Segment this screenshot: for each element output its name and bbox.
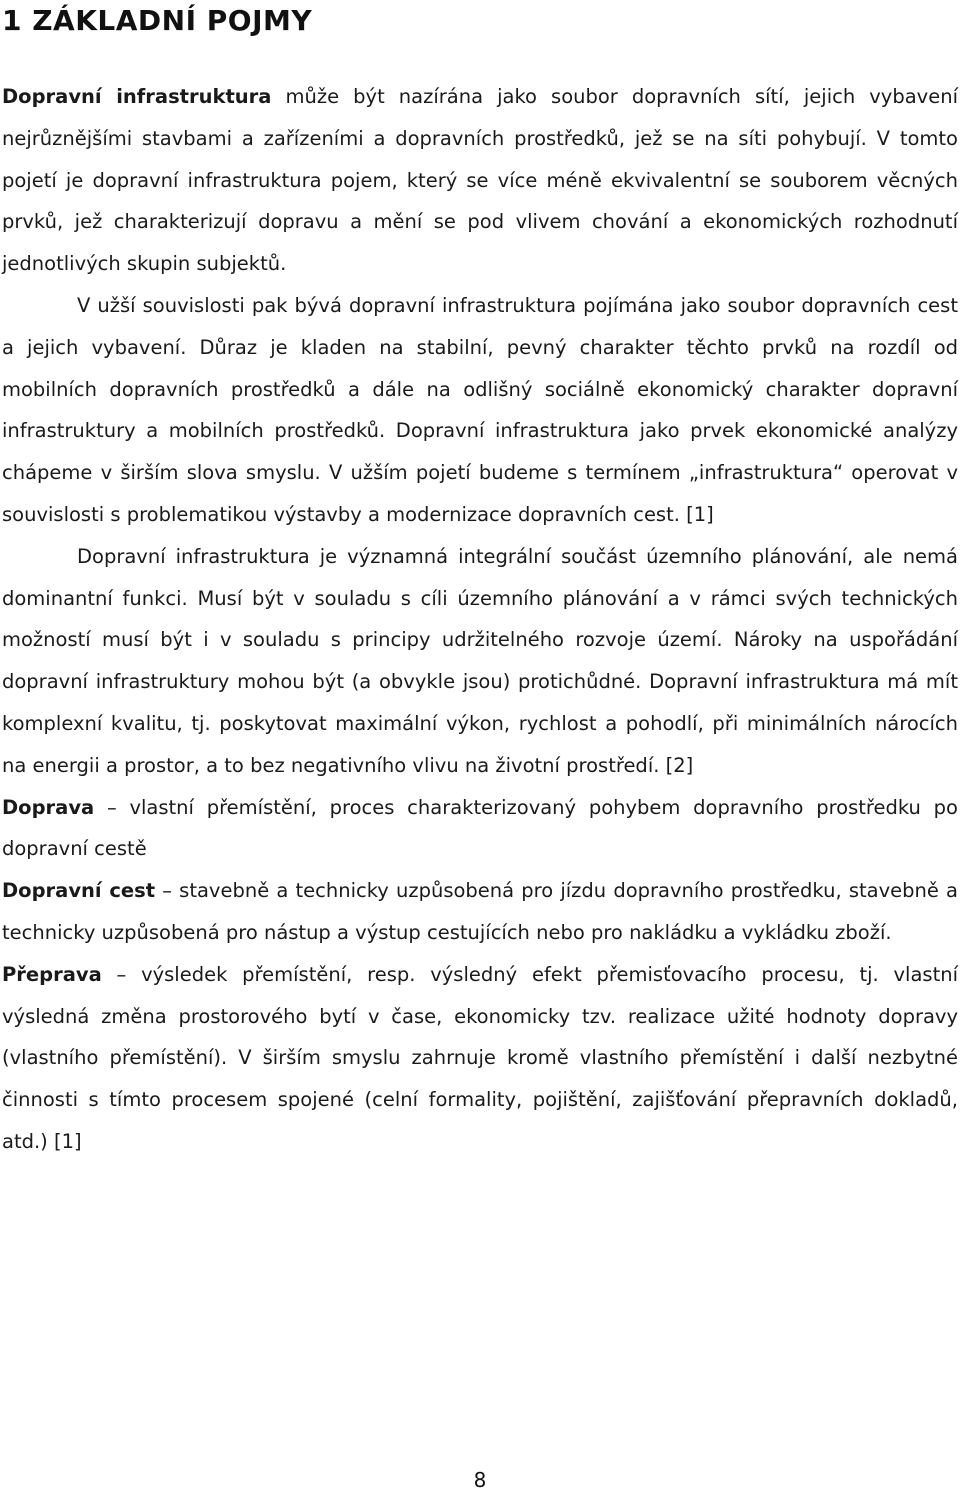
definition-doprava: [2, 787, 958, 871]
paragraph-infrastructure-intro: [2, 76, 958, 285]
term-dopravni-cest: Dopravní cest: [2, 879, 156, 903]
chapter-heading: 1 ZÁKLADNÍ POJMY: [2, 4, 313, 37]
definition-preprava: [2, 954, 958, 1163]
page-number: 8: [473, 1468, 487, 1492]
term-doprava: Doprava: [2, 795, 95, 819]
definition-dopravni-cest: [2, 870, 958, 954]
paragraph-text: může být nazírána jako soubor dopravních sítí, jejich vybavení nejrůznějšími stavbami a zařízeními a dopravních prostředků, jež se na síti pohybují. V tomto pojetí je dopravní infrastruktura pojem, který se více méně ekvivalentní se souborem věcných prvků, jež charakterizují dopravu a mění se pod vlivem chování a ekonomických rozhodnutí jednotlivých skupin subjektů.: [2, 85, 958, 276]
paragraph-narrow-sense: V užší souvislosti pak bývá dopravní infrastruktura pojímána jako soubor dopravních cest a jejich vybavení. Důraz je kladen na stabilní, pevný charakter těchto prvků na rozdíl od mobilních dopravních prostředků a dále na odlišný sociálně ekonomický charakter dopravní infrastruktury a mobilních prostředků. Dopravní infrastruktura jako prvek ekonomické analýzy chápeme v širším slova smyslu. V užším pojetí budeme s termínem „infrastruktura“ operovat v souvislosti s problematikou výstavby a modernizace dopravních cest. [1]: [2, 293, 958, 526]
definition-text: – výsledek přemístění, resp. výsledný efekt přemisťovacího procesu, tj. vlastní výsledná změna prostorového bytí v čase, ekonomicky tzv. realizace užité hodnoty dopravy (vlastního přemístění). V širším smyslu zahrnuje kromě vlastního přemístění i další nezbytné činnosti s tímto procesem spojené (celní formality, pojištění, zajišťování přepravních dokladů, atd.) [1]: [2, 962, 958, 1153]
definition-text: – stavebně a technicky uzpůsobená pro jízdu dopravního prostředku, stavebně a technicky uzpůsobená pro nástup a výstup cestujících nebo pro nakládku a vykládku zboží.: [2, 879, 958, 944]
term-preprava: Přeprava: [2, 962, 102, 986]
definition-text: – vlastní přemístění, proces charakterizovaný pohybem dopravního prostředku po dopravní cestě: [2, 795, 958, 861]
term-dopravni-infrastruktura: Dopravní infrastruktura: [2, 85, 272, 108]
body-text: [2, 76, 958, 1163]
paragraph-spatial-planning: Dopravní infrastruktura je významná integrální součást územního plánování, ale nemá dominantní funkci. Musí být v souladu s cíli územního plánování a v rámci svých technických možností musí být i v souladu s principy udržitelného rozvoje území. Nároky na uspořádání dopravní infrastruktury mohou být (a obvykle jsou) protichůdné. Dopravní infrastruktura má mít komplexní kvalitu, tj. poskytovat maximální výkon, rychlost a pohodlí, při minimálních nárocích na energii a prostor, a to bez negativního vlivu na životní prostředí. [2]: [2, 544, 958, 777]
